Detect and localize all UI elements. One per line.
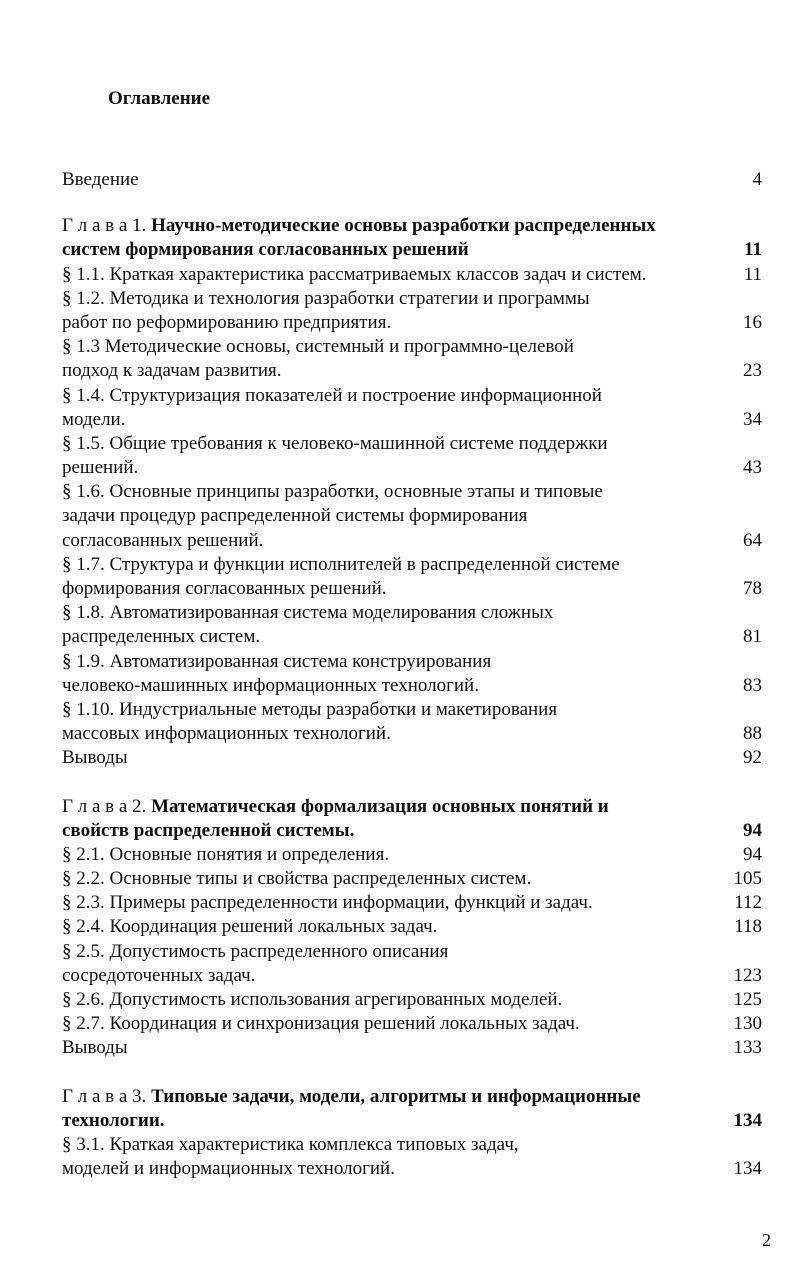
toc-entry-page: 130 [733,1013,762,1035]
toc-entry-page: 112 [734,892,762,914]
toc-entry[interactable] [62,480,762,553]
toc-entry-label: § 1.5. Общие требования к человеко-машинной системе поддержки [62,432,608,454]
chapter-heading-1[interactable] [62,214,762,262]
toc-entry-label: § 2.2. Основные типы и свойства распределенных систем. [62,868,532,890]
toc-entry-page: 81 [743,626,762,648]
toc-entry[interactable] [62,988,762,1012]
toc-entry-label-continued: решений. [62,457,139,479]
toc-entry[interactable] [62,263,762,287]
toc-entry-label: § 2.3. Примеры распределенности информации, функций и задач. [62,892,593,914]
toc-entry-label-continued: задачи процедур распределенной системы формирования [62,505,528,527]
toc-entry-label: § 2.1. Основные понятия и определения. [62,843,390,865]
chapter-title: Математическая формализация основных понятий и [151,795,609,817]
table-of-contents [62,168,762,1181]
toc-entry[interactable] [62,601,762,649]
chapter-title-continued: технологии. [62,1109,165,1131]
toc-entry-page: 83 [743,674,762,696]
toc-entry-label: § 2.4. Координация решений локальных задач. [62,916,438,938]
toc-entry-page: 92 [743,747,762,769]
toc-entry-label-continued: массовых информационных технологий. [62,723,391,745]
chapter-title: Научно-методические основы разработки распределенных [151,215,656,237]
toc-entry-label: § 2.7. Координация и синхронизация решений локальных задач. [62,1013,580,1035]
toc-entry[interactable] [62,384,762,432]
chapter-heading-line [62,1085,762,1109]
toc-entry-label-continued: подход к задачам развития. [62,360,282,382]
toc-entry-label: § 1.4. Структуризация показателей и построение информационной [62,384,602,406]
toc-entry[interactable] [62,843,762,867]
chapter-title-continued: свойств распределенной системы. [62,819,355,841]
toc-entry-label-continued: формирования согласованных решений. [62,578,387,599]
toc-entry-label: § 2.6. Допустимость использования агрегированных моделей. [62,989,563,1010]
toc-entry[interactable] [62,867,762,891]
toc-entry-page: 123 [733,964,762,986]
page-number: 2 [762,1230,771,1250]
toc-entry-page: 43 [743,457,762,479]
toc-entry-page: 118 [734,916,762,938]
toc-title: Оглавление [108,88,211,109]
toc-entry-label-continued: согласованных решений. [62,529,264,551]
toc-entry-page: 134 [733,1158,762,1180]
toc-entry-intro[interactable] [62,168,762,192]
toc-entry-page: 23 [743,360,762,382]
toc-entry[interactable] [62,1012,762,1036]
toc-entry-page: 94 [743,843,762,865]
toc-entry-page: 11 [743,263,762,285]
toc-entry-label: Введение [62,169,139,190]
toc-entry[interactable] [62,335,762,383]
toc-entry-label: § 1.9. Автоматизированная система конструирования [62,650,492,672]
toc-entry[interactable] [62,940,762,988]
toc-entry-label: § 2.5. Допустимость распределенного описания [62,940,449,962]
toc-entry-page: 34 [743,408,762,430]
toc-entry-label: § 1.7. Структура и функции исполнителей в распределенной системе [62,553,620,575]
toc-entry-label-continued: модели. [62,408,126,430]
toc-entry-label-continued: моделей и информационных технологий. [62,1158,395,1180]
toc-entry-label: Выводы [62,1037,128,1059]
chapter-label: Г л а в а 2. [62,795,147,817]
chapter-title-continued: систем формирования согласованных решений [62,239,469,261]
chapter-heading-3[interactable] [62,1085,762,1133]
toc-entry[interactable] [62,432,762,480]
toc-entry-page: 88 [743,723,762,745]
toc-entry-label: § 1.2. Методика и технология разработки стратегии и программы [62,287,590,309]
toc-entry[interactable] [62,650,762,698]
toc-entry[interactable] [62,698,762,746]
toc-entry-label: § 1.1. Краткая характеристика рассматриваемых классов задач и систем. [62,263,647,285]
toc-entry-label: Выводы [62,747,128,769]
toc-entry[interactable] [62,287,762,335]
toc-entry[interactable] [62,746,762,770]
chapter-title: Типовые задачи, модели, алгоритмы и информационные [151,1085,641,1107]
toc-entry[interactable] [62,891,762,915]
toc-entry-label: § 1.10. Индустриальные методы разработки и макетирования [62,698,558,720]
toc-entry-page: 16 [743,311,762,333]
chapter-heading-line [62,214,762,238]
toc-entry-page: 105 [733,868,762,890]
toc-entry-page: 64 [743,529,762,551]
chapter-page: 11 [744,239,762,261]
toc-entry[interactable] [62,553,762,601]
toc-entry-page: 78 [743,577,762,599]
toc-entry-label-continued: сосредоточенных задач. [62,964,256,986]
toc-entry[interactable] [62,1133,762,1181]
toc-entry-label-continued: работ по реформированию предприятия. [62,311,392,333]
toc-entry-label: § 1.3 Методические основы, системный и программно-целевой [62,336,574,358]
toc-entry-label-continued: человеко-машинных информационных технологий. [62,674,479,696]
toc-entry-page: 125 [733,988,762,1010]
toc-entry[interactable] [62,1036,762,1060]
toc-entry-page: 133 [733,1037,762,1059]
chapter-page: 134 [733,1109,762,1131]
chapter-heading-line [62,795,762,819]
toc-entry-label-continued: распределенных систем. [62,626,261,648]
chapter-label: Г л а в а 3. [62,1085,147,1107]
chapter-heading-2[interactable] [62,795,762,843]
toc-entry-page: 4 [752,168,762,190]
chapter-label: Г л а в а 1. [62,215,147,237]
chapter-page: 94 [743,819,762,841]
toc-entry[interactable] [62,915,762,939]
toc-entry-label: § 3.1. Краткая характеристика комплекса типовых задач, [62,1133,519,1155]
toc-entry-label: § 1.8. Автоматизированная система моделирования сложных [62,602,554,624]
toc-entry-label: § 1.6. Основные принципы разработки, основные этапы и типовые [62,481,603,503]
